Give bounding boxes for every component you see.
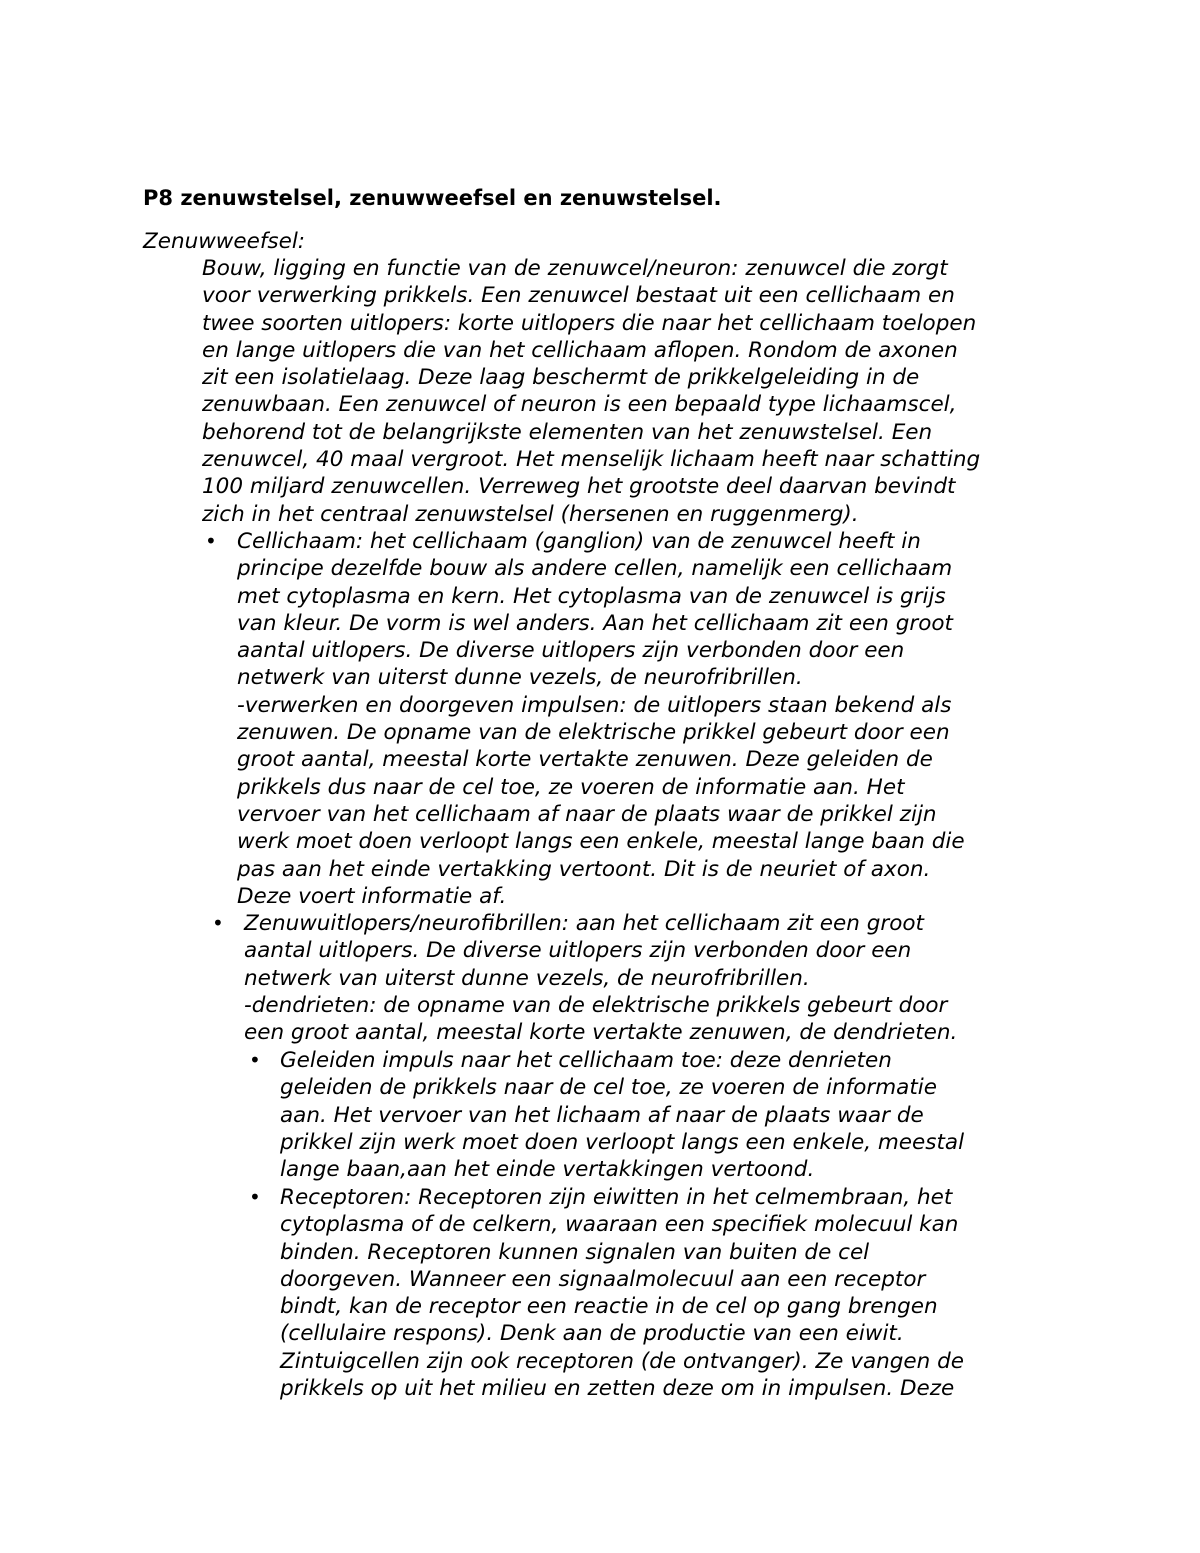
list-item-line: (cellulaire respons). Denk aan de productie van een eiwit. [280, 1321, 904, 1347]
bullet-icon: • [205, 529, 217, 553]
list-item-line: werk moet doen verloopt langs een enkele, meestal lange baan die [237, 829, 965, 855]
section-heading: Zenuwweefsel: [143, 229, 306, 254]
list-item-line: Deze voert informatie af. [237, 883, 507, 909]
list-item-cellichaam [237, 528, 1057, 910]
intro-paragraph [202, 255, 1072, 528]
bullet-icon: • [249, 1185, 261, 1209]
list-item-geleiden-impuls [280, 1047, 1050, 1183]
intro-line: Bouw, ligging en functie van de zenuwcel/neuron: zenuwcel die zorgt [202, 256, 948, 281]
intro-line: 100 miljard zenuwcellen. Verreweg het grootste deel daarvan bevindt [202, 474, 956, 500]
list-item-line: geleiden de prikkels naar de cel toe, ze voeren de informatie [280, 1075, 937, 1101]
list-item-line: prikkels op uit het milieu en zetten deze om in impulsen. Deze [280, 1376, 955, 1402]
list-item-line: aan. Het vervoer van het lichaam af naar de plaats waar de [280, 1102, 924, 1128]
intro-line: twee soorten uitlopers: korte uitlopers die naar het cellichaam toelopen [202, 310, 977, 336]
list-item-line: Zintuigcellen zijn ook receptoren (de ontvanger). Ze vangen de [280, 1348, 964, 1374]
list-item-line: -dendrieten: de opname van de elektrische prikkels gebeurt door [244, 992, 948, 1018]
list-item-line: Cellichaam: het cellichaam (ganglion) van de zenuwcel heeft in [237, 529, 921, 554]
list-item-zenuwuitlopers [244, 910, 1044, 1046]
list-item-line: Geleiden impuls naar het cellichaam toe: deze denrieten [280, 1048, 892, 1073]
list-item-line: aantal uitlopers. De diverse uitlopers zijn verbonden door een [244, 938, 912, 964]
list-item-line: van kleur. De vorm is wel anders. Aan het cellichaam zit een groot [237, 610, 953, 636]
list-item-line: doorgeven. Wanneer een signaalmolecuul aan een receptor [280, 1266, 926, 1292]
intro-line: zich in het centraal zenuwstelsel (hersenen en ruggenmerg). [202, 501, 859, 527]
list-item-line: netwerk van uiterst dunne vezels, de neurofribrillen. [237, 665, 803, 691]
list-item-line: lange baan,aan het einde vertakkingen vertoond. [280, 1157, 815, 1183]
list-item-line: principe dezelfde bouw als andere cellen, namelijk een cellichaam [237, 556, 953, 582]
list-item-line: prikkel zijn werk moet doen verloopt langs een enkele, meestal [280, 1129, 965, 1155]
list-item-line: zenuwen. De opname van de elektrische prikkel gebeurt door een [237, 720, 950, 746]
intro-line: zenuwbaan. Een zenuwcel of neuron is een bepaald type lichaamscel, [202, 392, 957, 418]
list-item-line: vervoer van het cellichaam af naar de plaats waar de prikkel zijn [237, 801, 937, 827]
list-item-line: met cytoplasma en kern. Het cytoplasma van de zenuwcel is grijs [237, 583, 946, 609]
bullet-icon: • [249, 1048, 261, 1072]
intro-line: behorend tot de belangrijkste elementen van het zenuwstelsel. Een [202, 419, 933, 445]
list-item-line: -verwerken en doorgeven impulsen: de uitlopers staan bekend als [237, 692, 952, 718]
list-item-line: bindt, kan de receptor een reactie in de cel op gang brengen [280, 1294, 938, 1320]
list-item-line: Receptoren: Receptoren zijn eiwitten in het celmembraan, het [280, 1185, 953, 1210]
list-item-line: Zenuwuitlopers/neurofibrillen: aan het cellichaam zit een groot [244, 911, 924, 936]
list-item-line: een groot aantal, meestal korte vertakte zenuwen, de dendrieten. [244, 1020, 958, 1046]
list-item-line: cytoplasma of de celkern, waaraan een specifiek molecuul kan [280, 1212, 959, 1238]
list-item-receptoren [280, 1184, 1050, 1402]
list-item-line: groot aantal, meestal korte vertakte zenuwen. Deze geleiden de [237, 747, 933, 773]
list-item-line: pas aan het einde vertakking vertoont. Dit is de neuriet of axon. [237, 856, 931, 882]
list-item-line: aantal uitlopers. De diverse uitlopers zijn verbonden door een [237, 638, 905, 664]
bullet-icon: • [212, 911, 224, 935]
intro-line: zit een isolatielaag. Deze laag beschermt de prikkelgeleiding in de [202, 365, 920, 391]
intro-line: zenuwcel, 40 maal vergroot. Het menselijk lichaam heeft naar schatting [202, 447, 981, 473]
intro-line: en lange uitlopers die van het cellichaam aflopen. Rondom de axonen [202, 337, 958, 363]
intro-line: voor verwerking prikkels. Een zenuwcel bestaat uit een cellichaam en [202, 283, 955, 309]
list-item-line: prikkels dus naar de cel toe, ze voeren de informatie aan. Het [237, 774, 905, 800]
list-item-line: binden. Receptoren kunnen signalen van buiten de cel [280, 1239, 870, 1265]
list-item-line: netwerk van uiterst dunne vezels, de neurofribrillen. [244, 965, 810, 991]
document-title: P8 zenuwstelsel, zenuwweefsel en zenuwstelsel. [143, 186, 722, 210]
